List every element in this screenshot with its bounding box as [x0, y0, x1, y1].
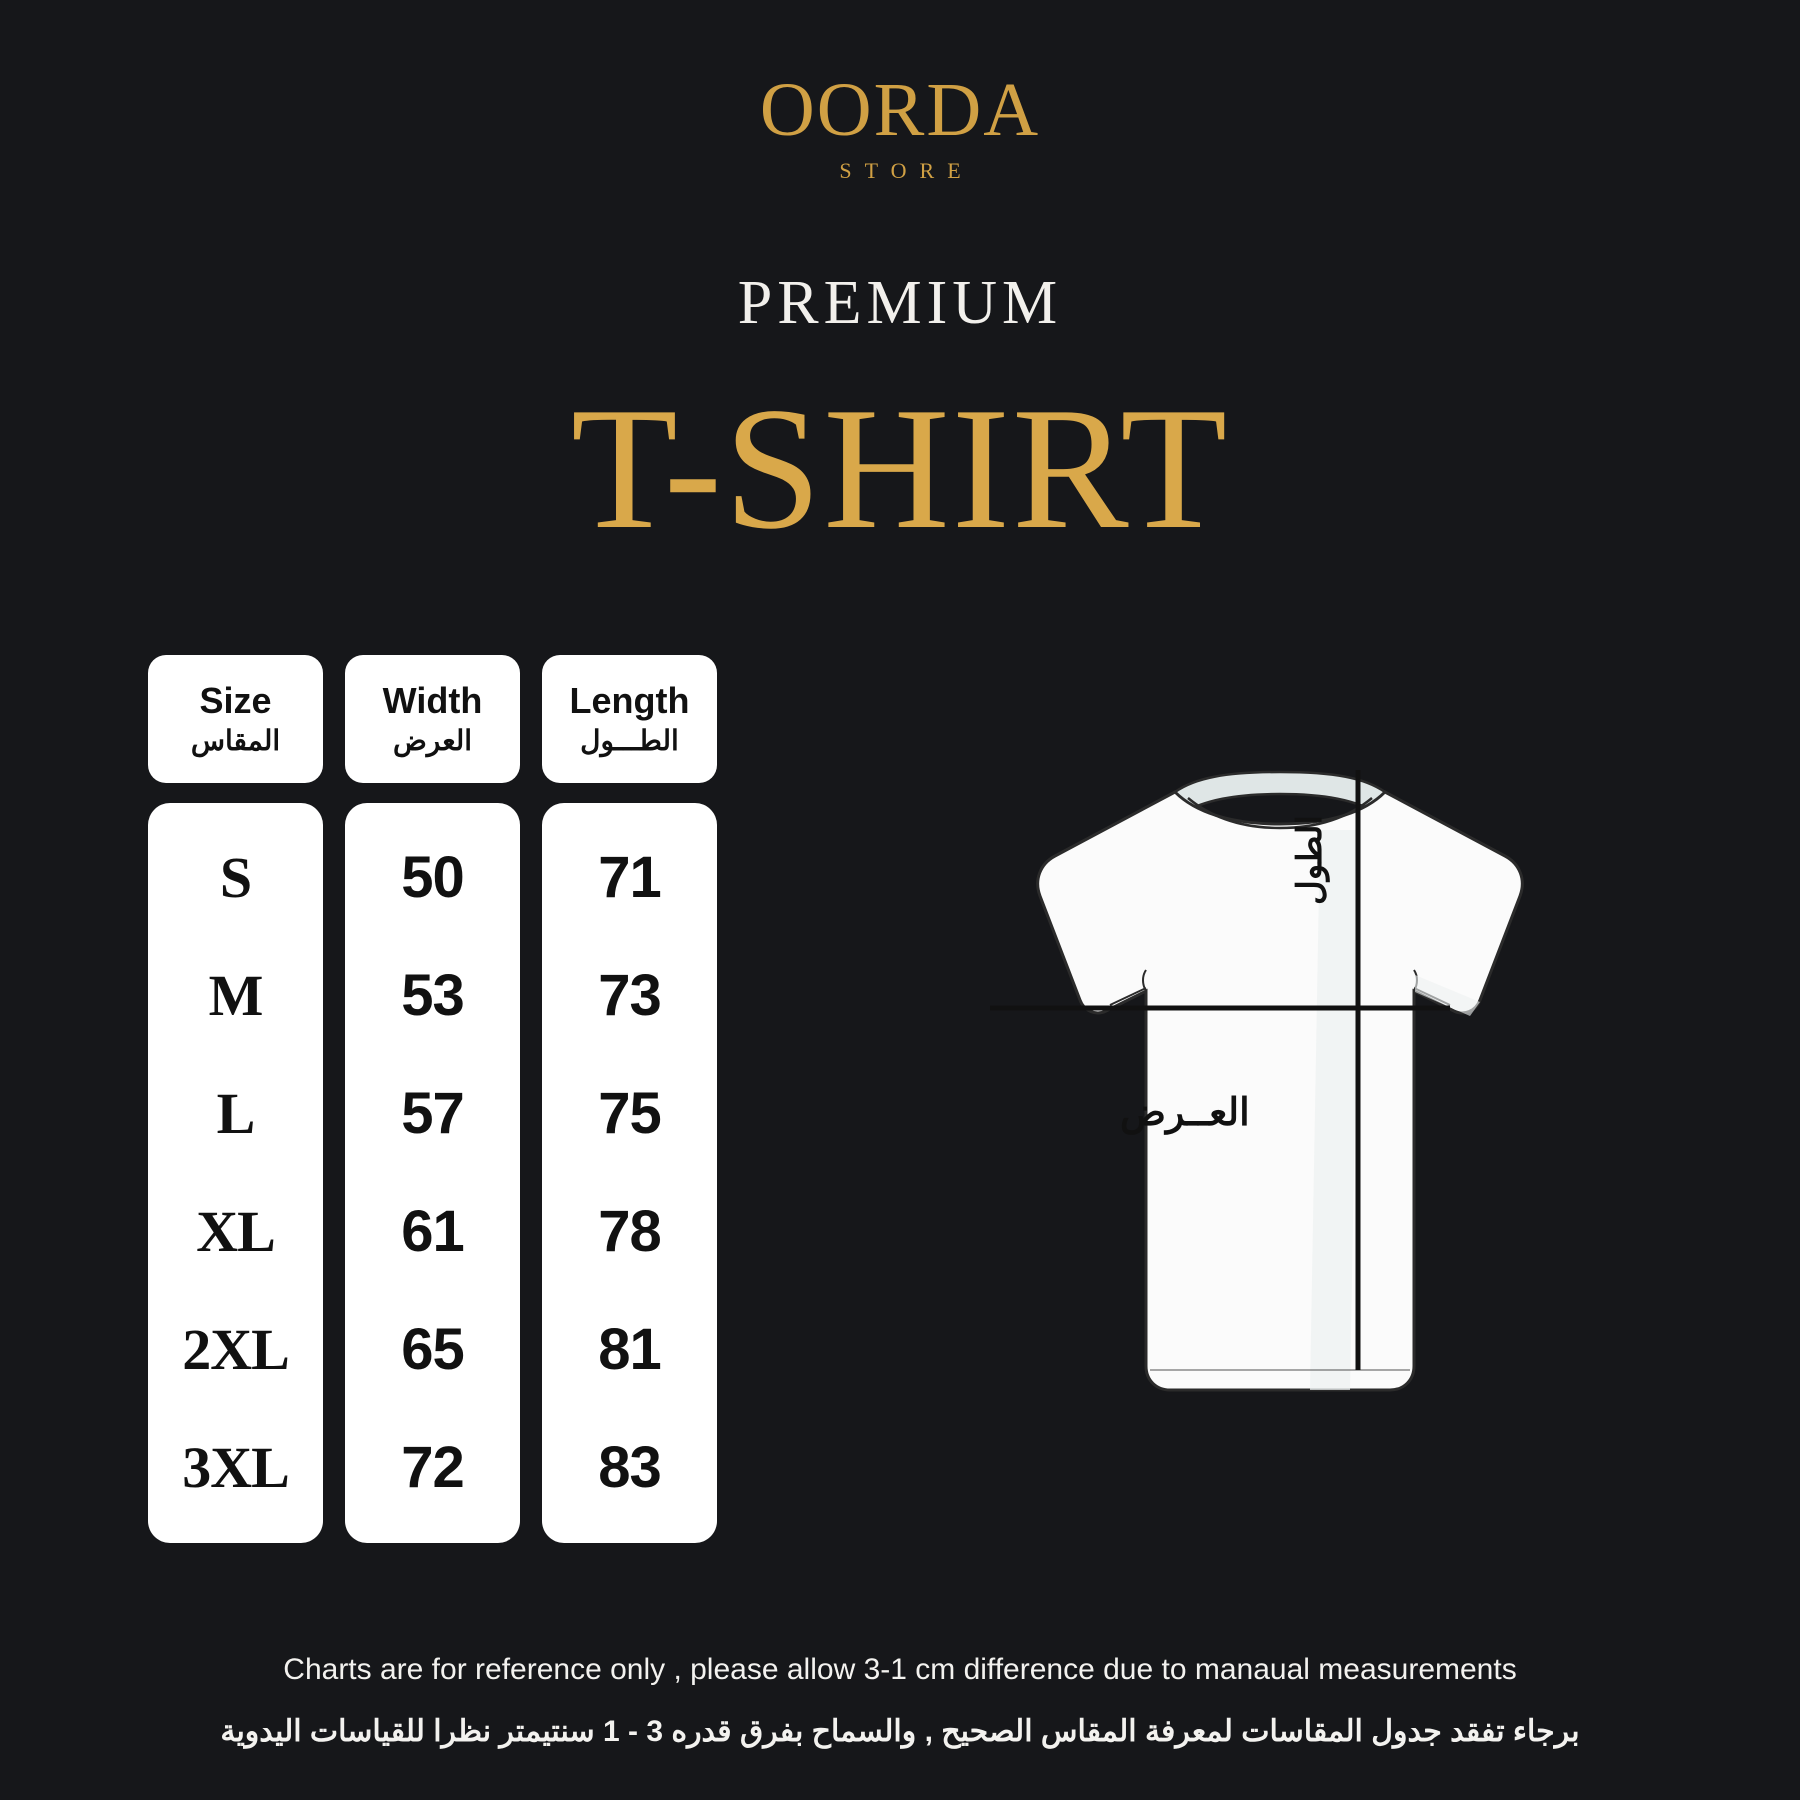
- size-table: [148, 655, 717, 1543]
- table-cell: L: [216, 1081, 255, 1146]
- disclaimer-en: Charts are for reference only , please allow 3-1 cm difference due to manaual measurements: [283, 1653, 1517, 1686]
- column-body-width: [345, 803, 520, 1543]
- table-cell: 3XL: [182, 1435, 289, 1500]
- column-length: [542, 655, 717, 1543]
- table-cell: 61: [401, 1199, 464, 1264]
- table-cell: 2XL: [182, 1317, 289, 1382]
- table-cell: 78: [598, 1199, 661, 1264]
- table-cell: 73: [598, 963, 661, 1028]
- disclaimer: [0, 1650, 1800, 1753]
- table-cell: 81: [598, 1317, 661, 1382]
- premium-label: PREMIUM: [737, 269, 1063, 337]
- tshirt-icon: [960, 770, 1600, 1430]
- brand-logo: [0, 68, 1800, 184]
- table-cell: M: [208, 963, 263, 1028]
- length-measure-label: الطول: [1291, 815, 1329, 905]
- column-header-width-en: Width: [382, 680, 483, 722]
- column-body-size: [148, 803, 323, 1543]
- tshirt-illustration: [960, 770, 1600, 1430]
- column-header-width: [345, 655, 520, 783]
- brand-name: OORDA: [759, 68, 1041, 152]
- column-header-width-ar: العرض: [392, 724, 473, 756]
- page-title: T-SHIRT: [570, 371, 1230, 565]
- table-cell: 53: [401, 963, 464, 1028]
- column-header-size-ar: المقاس: [190, 724, 281, 756]
- column-width: [345, 655, 520, 1543]
- column-header-size-en: Size: [199, 680, 272, 722]
- table-cell: XL: [196, 1199, 275, 1264]
- column-header-length: [542, 655, 717, 783]
- table-cell: 65: [401, 1317, 464, 1382]
- width-measure-label: العــرض: [1120, 1092, 1250, 1134]
- table-cell: 83: [598, 1435, 661, 1500]
- table-cell: 72: [401, 1435, 464, 1500]
- disclaimer-ar: برجاء تفقد جدول المقاسات لمعرفة المقاس الصحيح , والسماح بفرق قدره 3 - 1 سنتيمتر نظرا للقياسات اليدوية: [220, 1715, 1580, 1748]
- table-cell: 57: [401, 1081, 464, 1146]
- brand-subtitle: STORE: [839, 158, 974, 183]
- table-cell: 50: [401, 845, 464, 910]
- column-header-length-en: Length: [569, 680, 690, 722]
- table-cell: 71: [598, 845, 661, 910]
- column-size: [148, 655, 323, 1543]
- column-header-length-ar: الطـــول: [580, 724, 679, 756]
- column-body-length: [542, 803, 717, 1543]
- table-cell: 75: [598, 1081, 661, 1146]
- column-header-size: [148, 655, 323, 783]
- table-cell: S: [219, 845, 252, 910]
